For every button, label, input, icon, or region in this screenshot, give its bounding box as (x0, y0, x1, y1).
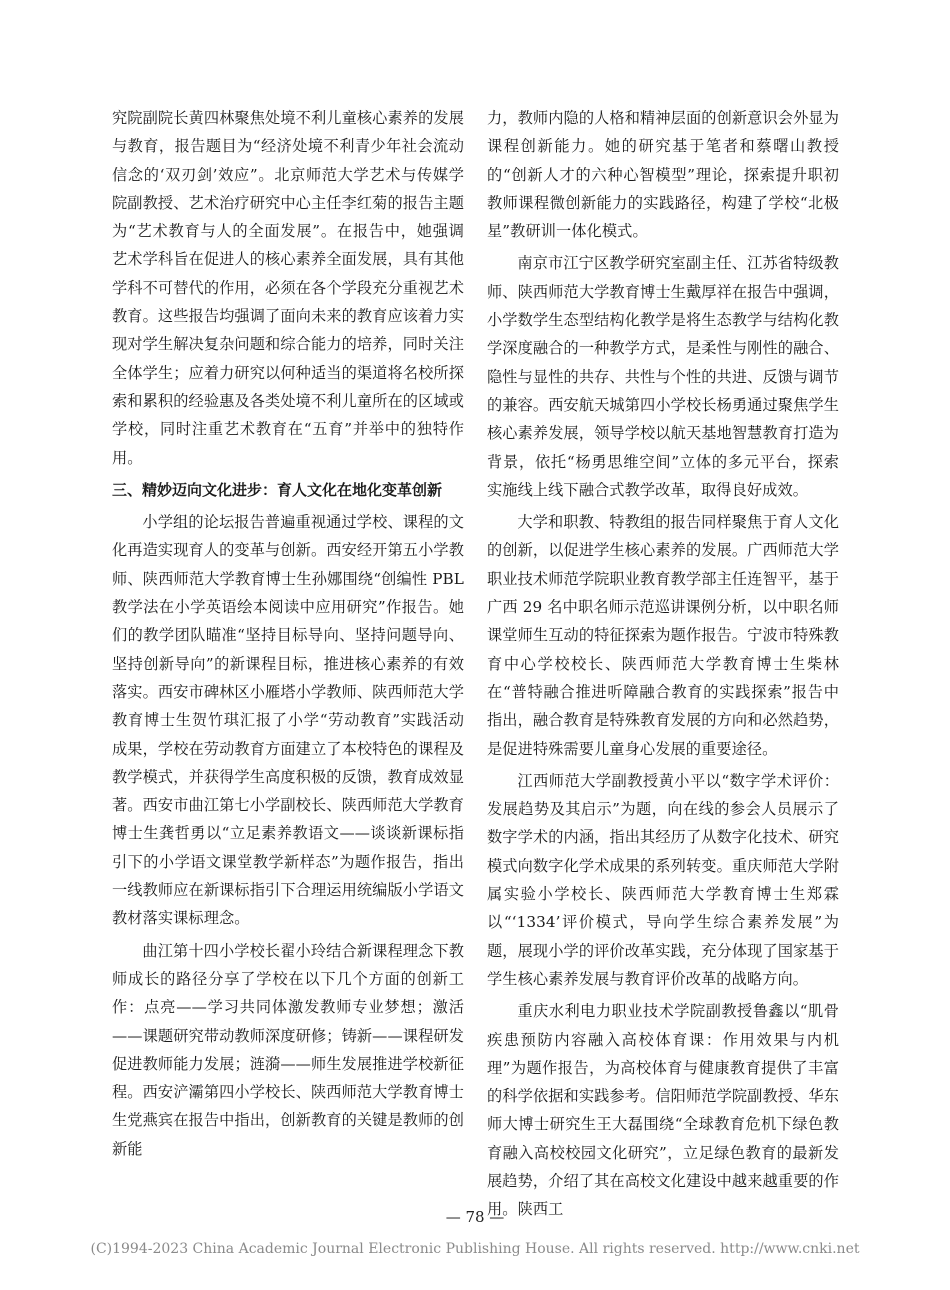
page-number: — 78 — (445, 1208, 505, 1226)
right-paragraph-4: 江西师范大学副教授黄小平以“数字学术评价：发展趋势及其启示”为题，向在线的参会人员展示了数字学术的内涵，指出其经历了从数字化技术、研究模式向数字化学术成果的系列转变。重庆师范大学附属实验小学校长、陕西师范大学教育博士生郑霖以“‘1334’评价模式，导向学生综合素养发展”为题，展现小学的评价改革实践，充分体现了国家基于学生核心素养发展与教育评价改革的战略方向。 (487, 771, 839, 988)
left-paragraph-3: 曲江第十四小学校长翟小玲结合新课程理念下教师成长的路径分享了学校在以下几个方面的创新工作：点亮——学习共同体激发教师专业梦想；激活——课题研究带动教师深度研修；铸新——课程研发促进教师能力发展；涟漪——师生发展推进学校新征程。西安浐灞第四小学校长、陕西师范大学教育博士生党燕宾在报告中指出，创新教育的关键是教师的创新能 (112, 941, 464, 1158)
left-column (112, 104, 464, 1163)
copyright-footer: (C)1994-2023 China Academic Journal Electronic Publishing House. All rights reserved. http://www.cnki.net (90, 1241, 860, 1257)
left-paragraph-2: 小学组的论坛报告普遍重视通过学校、课程的文化再造实现育人的变革与创新。西安经开第五小学教师、陕西师范大学教育博士生孙娜围绕“创编性 PBL 教学法在小学英语绘本阅读中应用研究”作报告。她们的教学团队瞄准“坚持目标导向、坚持问题导向、坚持创新导向”的新课程目标，推进核心素养的有效落实。西安市碑林区小雁塔小学教师、陕西师范大学教育博士生贺竹琪汇报了小学“劳动教育”实践活动成果，学校在劳动教育方面建立了本校特色的课程及教学模式，并获得学生高度积极的反馈，教育成效显著。西安市曲江第七小学副校长、陕西师范大学教育博士生龚哲勇以“立足素养教语文——谈谈新课标指引下的小学语文课堂教学新样态”为题作报告，指出一线教师应在新课标指引下合理运用统编版小学语文教材落实课标理念。 (112, 513, 464, 928)
right-paragraph-1: 力，教师内隐的人格和精神层面的创新意识会外显为课程创新能力。她的研究基于笔者和蔡曙山教授的“创新人才的六种心智模型”理论，探索提升职初教师课程微创新能力的实践路径，构建了学校“北极星”教研训一体化模式。 (487, 109, 839, 241)
right-paragraph-2: 南京市江宁区教学研究室副主任、江苏省特级教师、陕西师范大学教育博士生戴厚祥在报告中强调，小学数学生态型结构化教学是将生态教学与结构化教学深度融合的一种教学方式，是柔性与刚性的融合、隐性与显性的共存、共性与个性的共进、反馈与调节的兼容。西安航天城第四小学校长杨勇通过聚焦学生核心素养发展，领导学校以航天基地智慧教育打造为背景，依托“杨勇思维空间”立体的多元平台，探索实施线上线下融合式教学改革，取得良好成效。 (487, 254, 839, 499)
right-paragraph-5: 重庆水利电力职业技术学院副教授鲁鑫以“肌骨疾患预防内容融入高校体育课：作用效果与内机理”为题作报告，为高校体育与健康教育提供了丰富的科学依据和实践参考。信阳师范学院副教授、华东师大博士研究生王大磊围绕“全球教育危机下绿色教育融入高校校园文化研究”，立足绿色教育的最新发展趋势，介绍了其在高校文化建设中越来越重要的作用。陕西工 (487, 1002, 839, 1219)
left-paragraph-1: 究院副院长黄四林聚焦处境不利儿童核心素养的发展与教育，报告题目为“经济处境不利青少年社会流动信念的‘双刃剑’效应”。北京师范大学艺术与传媒学院副教授、艺术治疗研究中心主任李红菊的报告主题为“艺术教育与人的全面发展”。在报告中，她强调艺术学科旨在促进人的核心素养全面发展，具有其他学科不可替代的作用，必须在各个学段充分重视艺术教育。这些报告均强调了面向未来的教育应该着力实现对学生解决复杂问题和综合能力的培养，同时关注全体学生；应着力研究以何种适当的渠道将名校所探索和累积的经验惠及各类处境不利儿童所在的区域或学校，同时注重艺术教育在“五育”并举中的独特作用。 (112, 109, 464, 467)
right-paragraph-3: 大学和职教、特教组的报告同样聚焦于育人文化的创新，以促进学生核心素养的发展。广西师范大学职业技术师范学院职业教育教学部主任连智平，基于广西 29 名中职名师示范巡讲课例分析，以中职名师课堂师生互动的特征探索为题作报告。宁波市特殊教育中心学校校长、陕西师范大学教育博士生柴林在“普特融合推进听障融合教育的实践探索”报告中指出，融合教育是特殊教育发展的方向和必然趋势，是促进特殊需要儿童身心发展的重要途径。 (487, 513, 839, 758)
section-heading: 三、精妙迈向文化进步：育人文化在地化变革创新 (112, 480, 443, 499)
right-column (487, 104, 839, 1224)
